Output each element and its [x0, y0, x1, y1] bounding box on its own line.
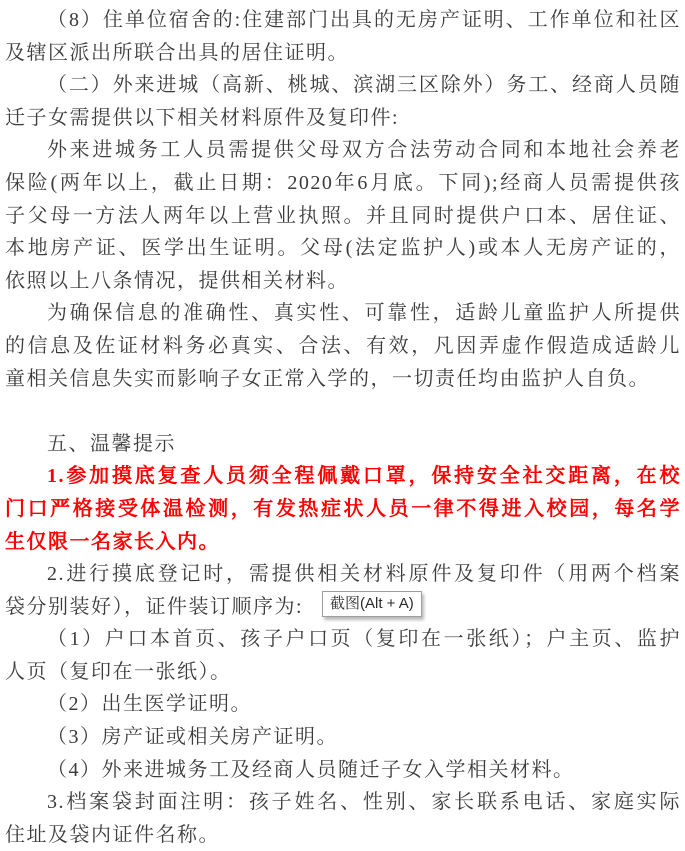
- document-line: 童相关信息失实而影响子女正常入学的，一切责任均由监护人自负。: [5, 367, 650, 390]
- document-line: （4）外来进城务工及经商人员随迁子女入学相关材料。: [47, 758, 575, 781]
- document-line: 2.进行摸底登记时，需提供相关材料原件及复印件（用两个档案: [47, 563, 681, 586]
- document-line: （8）住单位宿舍的:住建部门出具的无房产证明、工作单位和社区: [47, 9, 681, 31]
- document-line: 五、温馨提示: [47, 432, 176, 455]
- document-line: 保险(两年以上，截止日期：2020年6月底。下同);经商人员需提供孩: [5, 171, 681, 194]
- document-line: 门口严格接受体温检测，有发热症状人员一律不得进入校园，每名学: [5, 497, 681, 520]
- blank-line: [5, 395, 681, 428]
- document-line: 迁子女需提供以下相关材料原件及复印件:: [5, 106, 400, 129]
- document-line: 人页（复印在一张纸）。: [5, 660, 232, 683]
- document-line: 住址及袋内证件名称。: [5, 823, 220, 846]
- document-line: 本地房产证、医学出生证明。父母(法定监护人)或本人无房产证的，: [5, 237, 681, 260]
- document-line: 子父母一方法人两年以上营业执照。并且同时提供户口本、居住证、: [5, 204, 681, 227]
- document-line: 3.档案袋封面注明：孩子姓名、性别、家长联系电话、家庭实际: [47, 791, 681, 814]
- document-line: （2）出生医学证明。: [47, 693, 252, 716]
- screenshot-tooltip: 截图(Alt + A): [322, 591, 422, 617]
- document-page: [5, 4, 681, 851]
- document-line: （3）房产证或相关房产证明。: [47, 726, 338, 749]
- document-line: （1）户口本首页、孩子户口页（复印在一张纸）；户主页、监护: [47, 628, 681, 651]
- document-line: 及辖区派出所联合出具的居住证明。: [5, 41, 349, 64]
- document-line: 1.参加摸底复查人员须全程佩戴口罩，保持安全社交距离，在校: [47, 465, 681, 488]
- document-line: 为确保信息的准确性、真实性、可靠性，适龄儿童监护人所提供: [47, 302, 681, 325]
- document-line: 袋分别装好），证件装订顺序为:: [5, 595, 304, 618]
- document-line: 生仅限一名家长入内。: [5, 530, 220, 553]
- document-line: （二）外来进城（高新、桃城、滨湖三区除外）务工、经商人员随: [47, 74, 681, 97]
- document-line: 外来进城务工人员需提供父母双方合法劳动合同和本地社会养老: [47, 139, 681, 162]
- document-line: 依照以上八条情况，提供相关材料。: [5, 269, 349, 292]
- document-line: 的信息及佐证材料务必真实、合法、有效，凡因弄虚作假造成适龄儿: [5, 334, 681, 357]
